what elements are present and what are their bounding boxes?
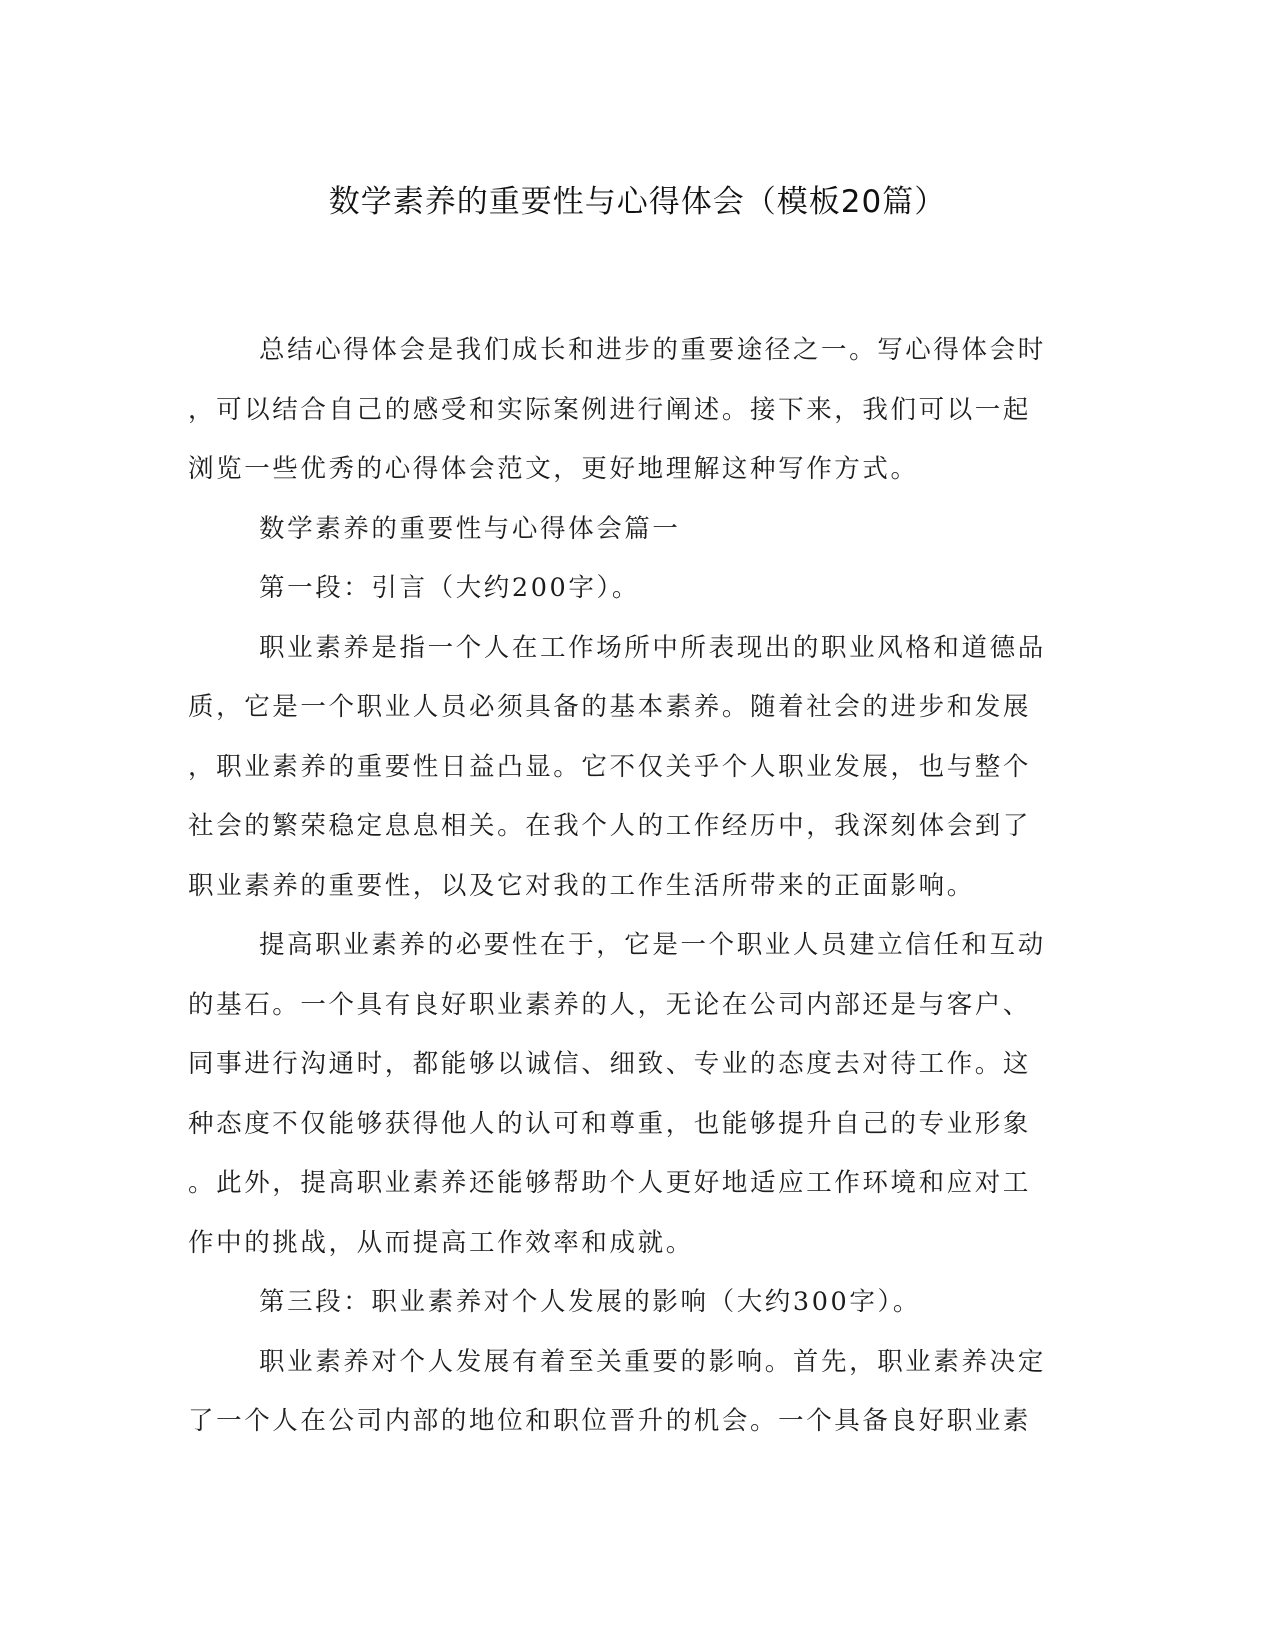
document-title: 数学素养的重要性与心得体会（模板20篇） [328, 184, 947, 220]
intro-paragraph: 总结心得体会是我们成长和进步的重要途径之一。写心得体会时 ，可以结合自己的感受和实际案例进行阐述。接下来，我们可以一起 浏览一些优秀的心得体会范文，更好地理解这种写作方式。 [188, 335, 1046, 484]
document-body [188, 321, 1088, 1452]
body-paragraph: 职业素养是指一个人在工作场所中所表现出的职业风格和道德品 质，它是一个职业人员必须具备的基本素养。随着社会的进步和发展 ，职业素养的重要性日益凸显。它不仅关乎个人职业发展，也与整个 社会的繁荣稳定息息相关。在我个人的工作经历中，我深刻体会到了 职业素养的重要性，以及它对我的工作生活所带来的正面影响。 [188, 632, 1046, 901]
paragraph-heading-1: 第一段：引言（大约200字）。 [259, 573, 640, 603]
section-heading: 数学素养的重要性与心得体会篇一 [259, 513, 681, 544]
paragraph-heading-3: 第三段：职业素养对个人发展的影响（大约300字）。 [259, 1287, 921, 1317]
body-paragraph: 职业素养对个人发展有着至关重要的影响。首先，职业素养决定 了一个人在公司内部的地位和职位晋升的机会。一个具备良好职业素 [188, 1346, 1046, 1436]
body-paragraph: 提高职业素养的必要性在于，它是一个职业人员建立信任和互动 的基石。一个具有良好职业素养的人，无论在公司内部还是与客户、 同事进行沟通时，都能够以诚信、细致、专业的态度去对待工作。这 种态度不仅能够获得他人的认可和尊重，也能够提升自己的专业形象 。此外，提高职业素养还能够帮助个人更好地适应工作环境和应对工 作中的挑战，从而提高工作效率和成就。 [188, 930, 1046, 1258]
